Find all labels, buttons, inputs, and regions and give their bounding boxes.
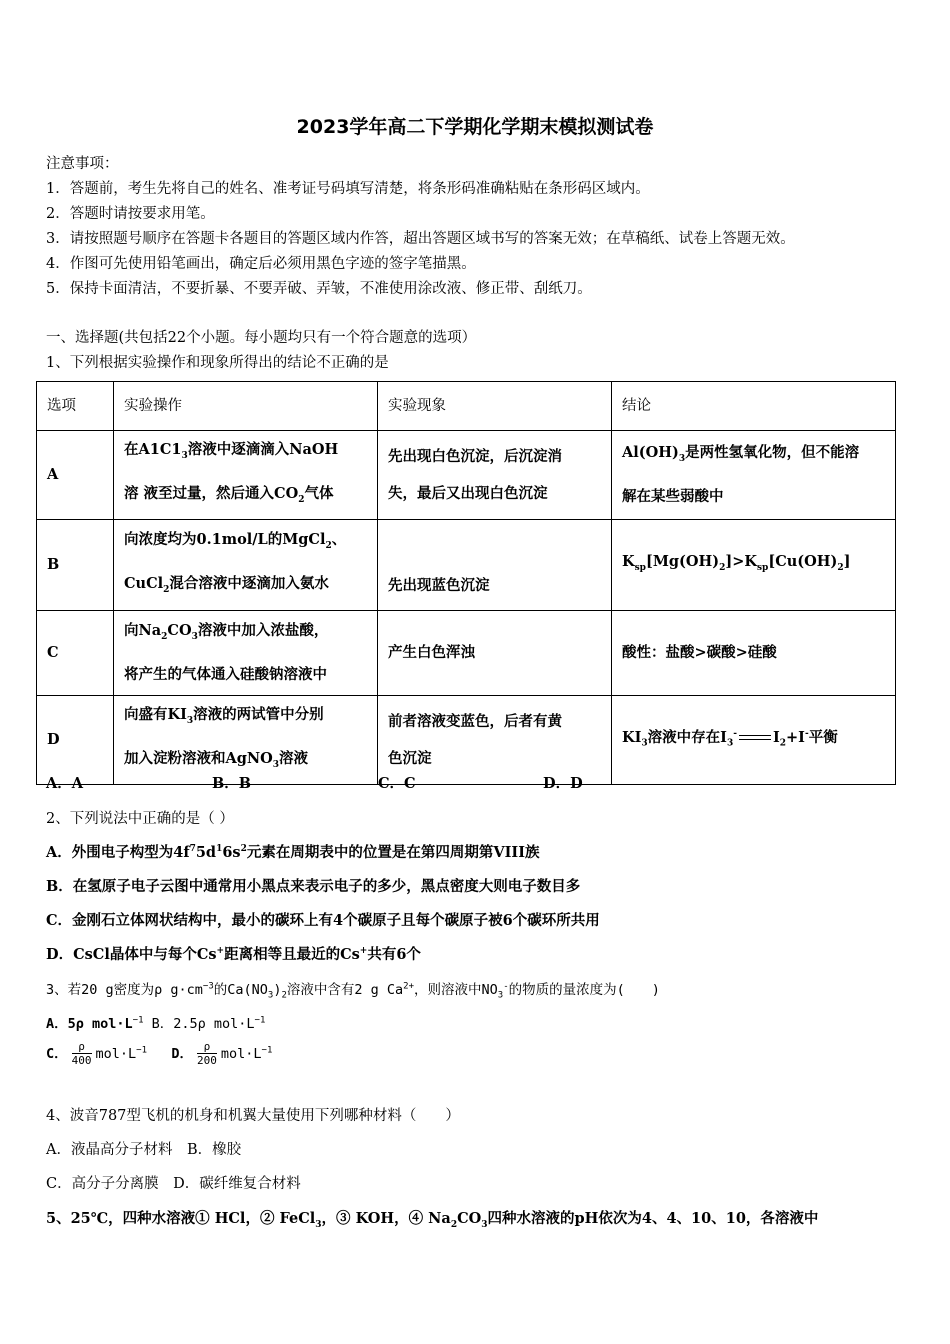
q3-options-ab xyxy=(46,1012,265,1032)
row-operation: 向盛有$KI_3$溶液的两试管中分别 加入淀粉溶液和AgNO$_3$溶液 xyxy=(114,695,378,784)
header-option: 选项 xyxy=(37,382,114,431)
note-item: 3．请按照题号顺序在答题卡各题目的答题区域内作答，超出答题区域书写的答案无效；在草稿纸、试卷上答题无效。 xyxy=(46,231,795,247)
table-row xyxy=(37,431,896,520)
q2-option-d[interactable]: D．CsCl晶体中与每个Cs+距离相等且最近的Cs+共有6个 xyxy=(46,946,421,963)
row-operation: 在$A1C1_3$溶液中逐滴滴入NaOH 溶 液至过量，然后通入$CO_2$气体 xyxy=(114,431,378,520)
page-title: 2023学年高二下学期化学期末模拟测试卷 xyxy=(296,116,654,138)
q1-option[interactable]: A．A xyxy=(46,775,84,792)
table-row xyxy=(37,610,896,695)
q3-option-b[interactable]: B．2.5ρ $mol\cdot L^{-1}$ xyxy=(151,1015,266,1032)
question-1-stem: 1、下列根据实验操作和现象所得出的结论不正确的是 xyxy=(46,355,389,371)
note-item: 2．答题时请按要求用笔。 xyxy=(46,206,215,222)
row-conclusion: $K_{sp}[Mg(OH)_2]>K_{sp}[Cu(OH)_2]$ xyxy=(612,519,896,610)
question-2-stem: 2、下列说法中正确的是（ ） xyxy=(46,811,234,827)
row-conclusion: 酸性：盐酸>碳酸>硅酸 xyxy=(612,610,896,695)
row-key: C xyxy=(37,610,114,695)
q2-option-c[interactable]: C．金刚石立体网状结构中，最小的碳环上有4个碳原子且每个碳原子被6个碳环所共用 xyxy=(46,912,600,929)
q3-option-a[interactable]: A．5ρ $mol\cdot L^{-1}$ xyxy=(46,1015,144,1032)
q3-options-cd xyxy=(46,1040,272,1067)
row-operation: 向$Na_2CO_3$溶液中加入浓盐酸， 将产生的气体通入硅酸钠溶液中 xyxy=(114,610,378,695)
note-item: 4．作图可先使用铅笔画出，确定后必须用黑色字迹的签字笔描黑。 xyxy=(46,256,476,272)
question-1-table xyxy=(36,381,896,785)
equilibrium-arrow-icon xyxy=(739,734,771,742)
question-4-stem: 4、波音787型飞机的机身和机翼大量使用下列哪种材料（ ） xyxy=(46,1108,460,1124)
table-row xyxy=(37,695,896,784)
q2-option-a[interactable]: A．外围电子构型为$4f^75d^16s^2$元素在周期表中的位置是在第四周期第VIII族 xyxy=(46,844,540,861)
row-key: D xyxy=(37,695,114,784)
table-header-row xyxy=(37,382,896,431)
row-phenomenon: 先出现白色沉淀，后沉淀消 失，最后又出现白色沉淀 xyxy=(378,431,612,520)
note-item: 5．保持卡面清洁，不要折暴、不要弄破、弄皱，不准使用涂改液、修正带、刮纸刀。 xyxy=(46,281,592,297)
q1-option[interactable]: D．D xyxy=(543,775,583,792)
q4-options-ab[interactable]: A．液晶高分子材料 B．橡胶 xyxy=(46,1142,242,1158)
section-heading: 一、选择题(共包括22个小题。每小题均只有一个符合题意的选项） xyxy=(46,330,477,346)
row-operation: 向浓度均为0.1mol/L的MgCl$_2$、 CuCl$_2$混合溶液中逐滴加入氨水 xyxy=(114,519,378,610)
q4-options-cd[interactable]: C．高分子分离膜 D．碳纤维复合材料 xyxy=(46,1176,301,1192)
row-phenomenon: 产生白色浑浊 xyxy=(378,610,612,695)
q1-option[interactable]: B．B xyxy=(212,775,252,792)
question-3-stem: 3、若20 g密度为ρ $g\cdot cm^{-3}$的$Ca(NO_3)_2$溶液中含有2 g $Ca^{2+}$，则溶液中$NO_3^-$的物质的量浓度为( ) xyxy=(46,981,660,1001)
header-phenomenon: 实验现象 xyxy=(378,382,612,431)
notes-heading: 注意事项： xyxy=(46,156,119,172)
q3-option-d[interactable]: D． $\frac{\rho}{200}$ $mol\cdot L^{-1}$ xyxy=(171,1040,273,1067)
question-5-stem: 5、25℃，四种水溶液① HCl，② FeCl$_3$，③ KOH，④ $Na_2CO_3$四种水溶液的pH依次为4、4、10、10，各溶液中 xyxy=(46,1210,819,1230)
q3-option-c[interactable]: C． $\frac{\rho}{400}$ $mol\cdot L^{-1}$ xyxy=(46,1040,147,1067)
row-conclusion: $KI_3$溶液中存在$I_3^-$ $I_2+I^-$平衡 xyxy=(612,695,896,784)
header-conclusion: 结论 xyxy=(612,382,896,431)
table-row xyxy=(37,519,896,610)
header-operation: 实验操作 xyxy=(114,382,378,431)
note-item: 1．答题前，考生先将自己的姓名、准考证号码填写清楚，将条形码准确粘贴在条形码区域内。 xyxy=(46,181,650,197)
row-key: A xyxy=(37,431,114,520)
row-phenomenon: 前者溶液变蓝色，后者有黄 色沉淀 xyxy=(378,695,612,784)
q2-option-b[interactable]: B．在氢原子电子云图中通常用小黑点来表示电子的多少，黑点密度大则电子数目多 xyxy=(46,878,581,895)
row-conclusion: $Al(OH)_3$是两性氢氧化物，但不能溶 解在某些弱酸中 xyxy=(612,431,896,520)
row-key: B xyxy=(37,519,114,610)
row-phenomenon: 先出现蓝色沉淀 xyxy=(378,519,612,610)
q1-option[interactable]: C．C xyxy=(378,775,416,792)
